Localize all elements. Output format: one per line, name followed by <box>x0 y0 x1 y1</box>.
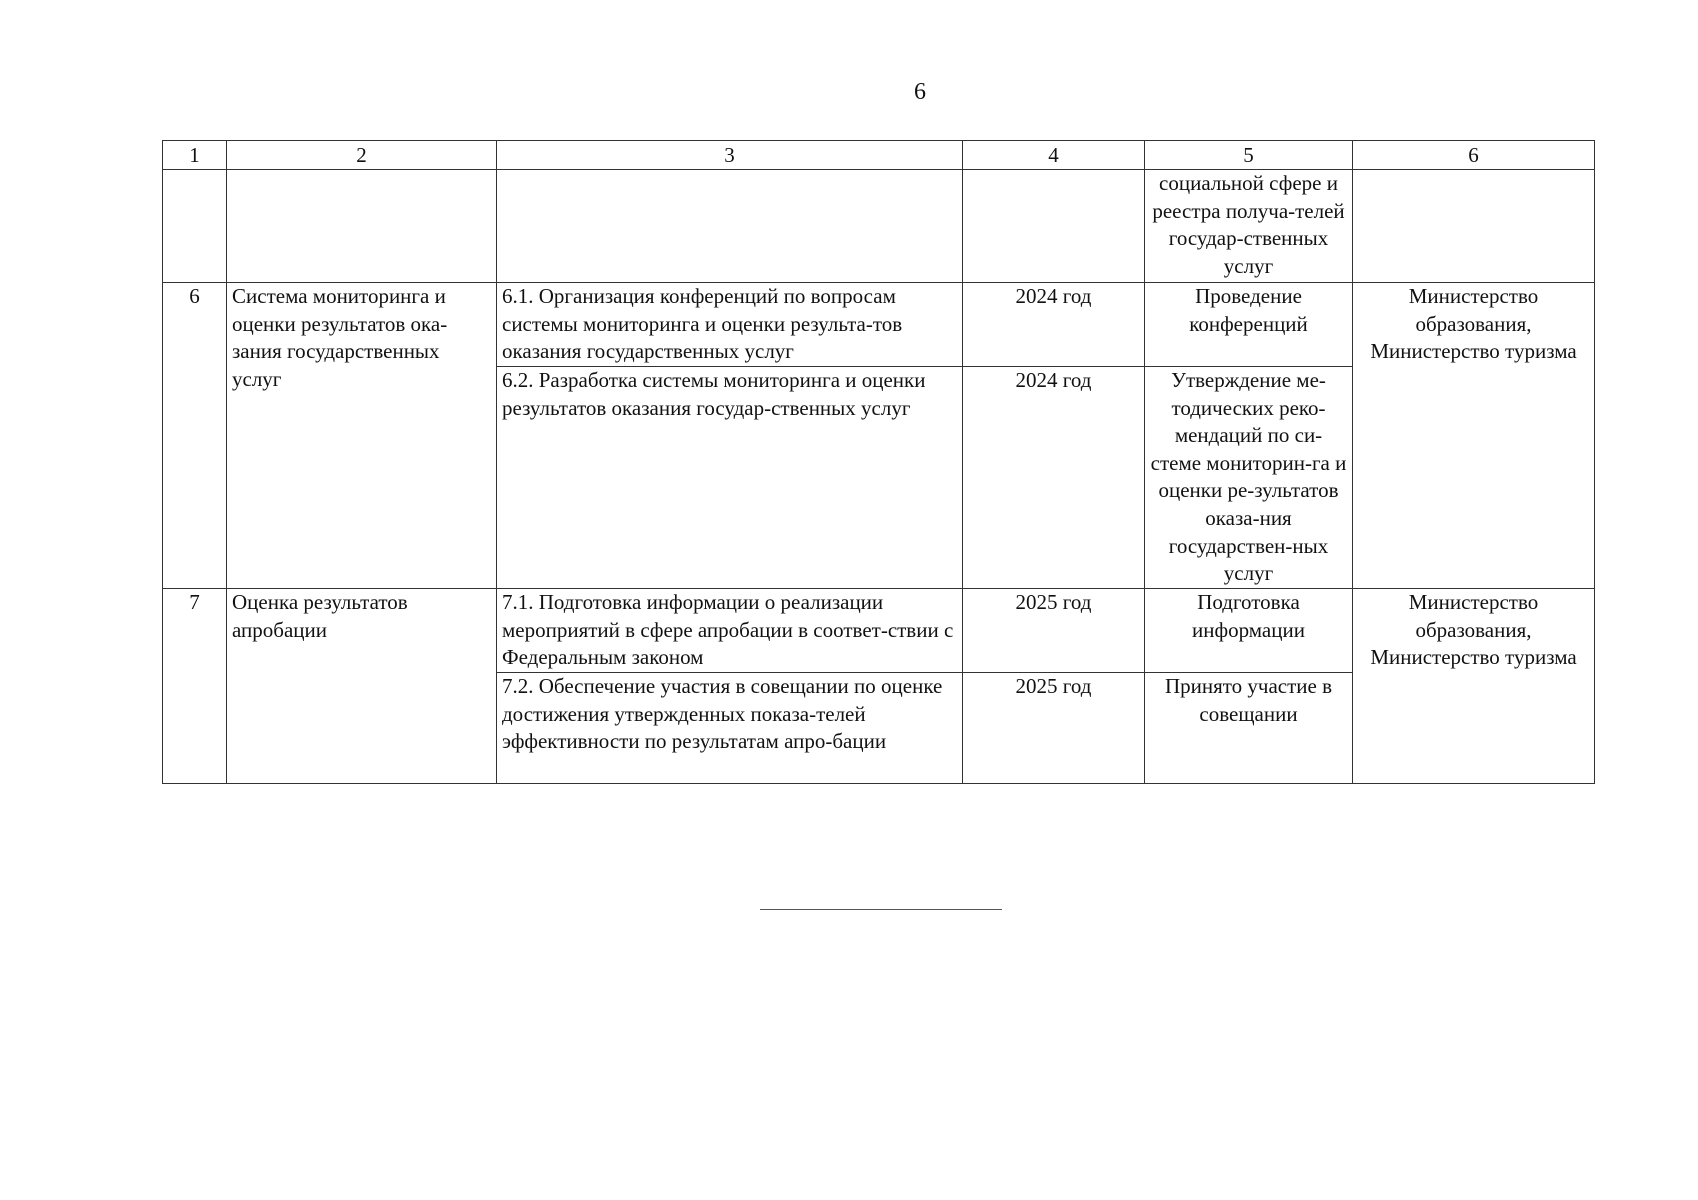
empty-cell <box>227 170 497 283</box>
result-cell: Принято участие в совещании <box>1145 673 1353 784</box>
column-number-2: 2 <box>227 141 497 170</box>
empty-cell <box>1353 170 1595 283</box>
column-number-1: 1 <box>163 141 227 170</box>
responsible-cell: Министерство образования, Министерство туризма <box>1353 283 1595 589</box>
term-cell: 2025 год <box>963 673 1145 784</box>
column-number-4: 4 <box>963 141 1145 170</box>
section-name-cell: Оценка результатов апробации <box>227 589 497 784</box>
result-cell: Утверждение ме-тодических реко-мендаций по си-стеме мониторин-га и оценки ре-зультатов оказа-ния государствен-ных услуг <box>1145 367 1353 589</box>
term-cell: 2024 год <box>963 367 1145 589</box>
page-number: 6 <box>914 79 926 105</box>
continuation-result-cell: социальной сфере и реестра получа-телей государ-ственных услуг <box>1145 170 1353 283</box>
activity-cell: 7.1. Подготовка информации о реализации мероприятий в сфере апробации в соответ-ствии с Федеральным законом <box>497 589 963 673</box>
activity-cell: 6.2. Разработка системы мониторинга и оценки результатов оказания государ-ственных услуг <box>497 367 963 589</box>
column-number-5: 5 <box>1145 141 1353 170</box>
column-number-3: 3 <box>497 141 963 170</box>
empty-cell <box>163 170 227 283</box>
plan-table <box>162 140 1595 784</box>
activity-cell: 6.1. Организация конференций по вопросам системы мониторинга и оценки результа-тов оказания государственных услуг <box>497 283 963 367</box>
row-number-cell: 6 <box>163 283 227 589</box>
row-number-cell: 7 <box>163 589 227 784</box>
continuation-row <box>163 170 1595 283</box>
term-cell: 2024 год <box>963 283 1145 367</box>
section-name-cell: Система мониторинга и оценки результатов ока-зания государственных услуг <box>227 283 497 589</box>
activity-cell: 7.2. Обеспечение участия в совещании по оценке достижения утвержденных показа-телей эффективности по результатам апро-бации <box>497 673 963 784</box>
term-cell: 2025 год <box>963 589 1145 673</box>
result-cell: Подготовка информации <box>1145 589 1353 673</box>
end-of-document-rule <box>760 909 1002 910</box>
column-number-6: 6 <box>1353 141 1595 170</box>
table-row <box>163 283 1595 367</box>
result-cell: Проведение конференций <box>1145 283 1353 367</box>
responsible-cell: Министерство образования, Министерство туризма <box>1353 589 1595 784</box>
table-row <box>163 589 1595 673</box>
empty-cell <box>963 170 1145 283</box>
empty-cell <box>497 170 963 283</box>
table-header-row <box>163 141 1595 170</box>
